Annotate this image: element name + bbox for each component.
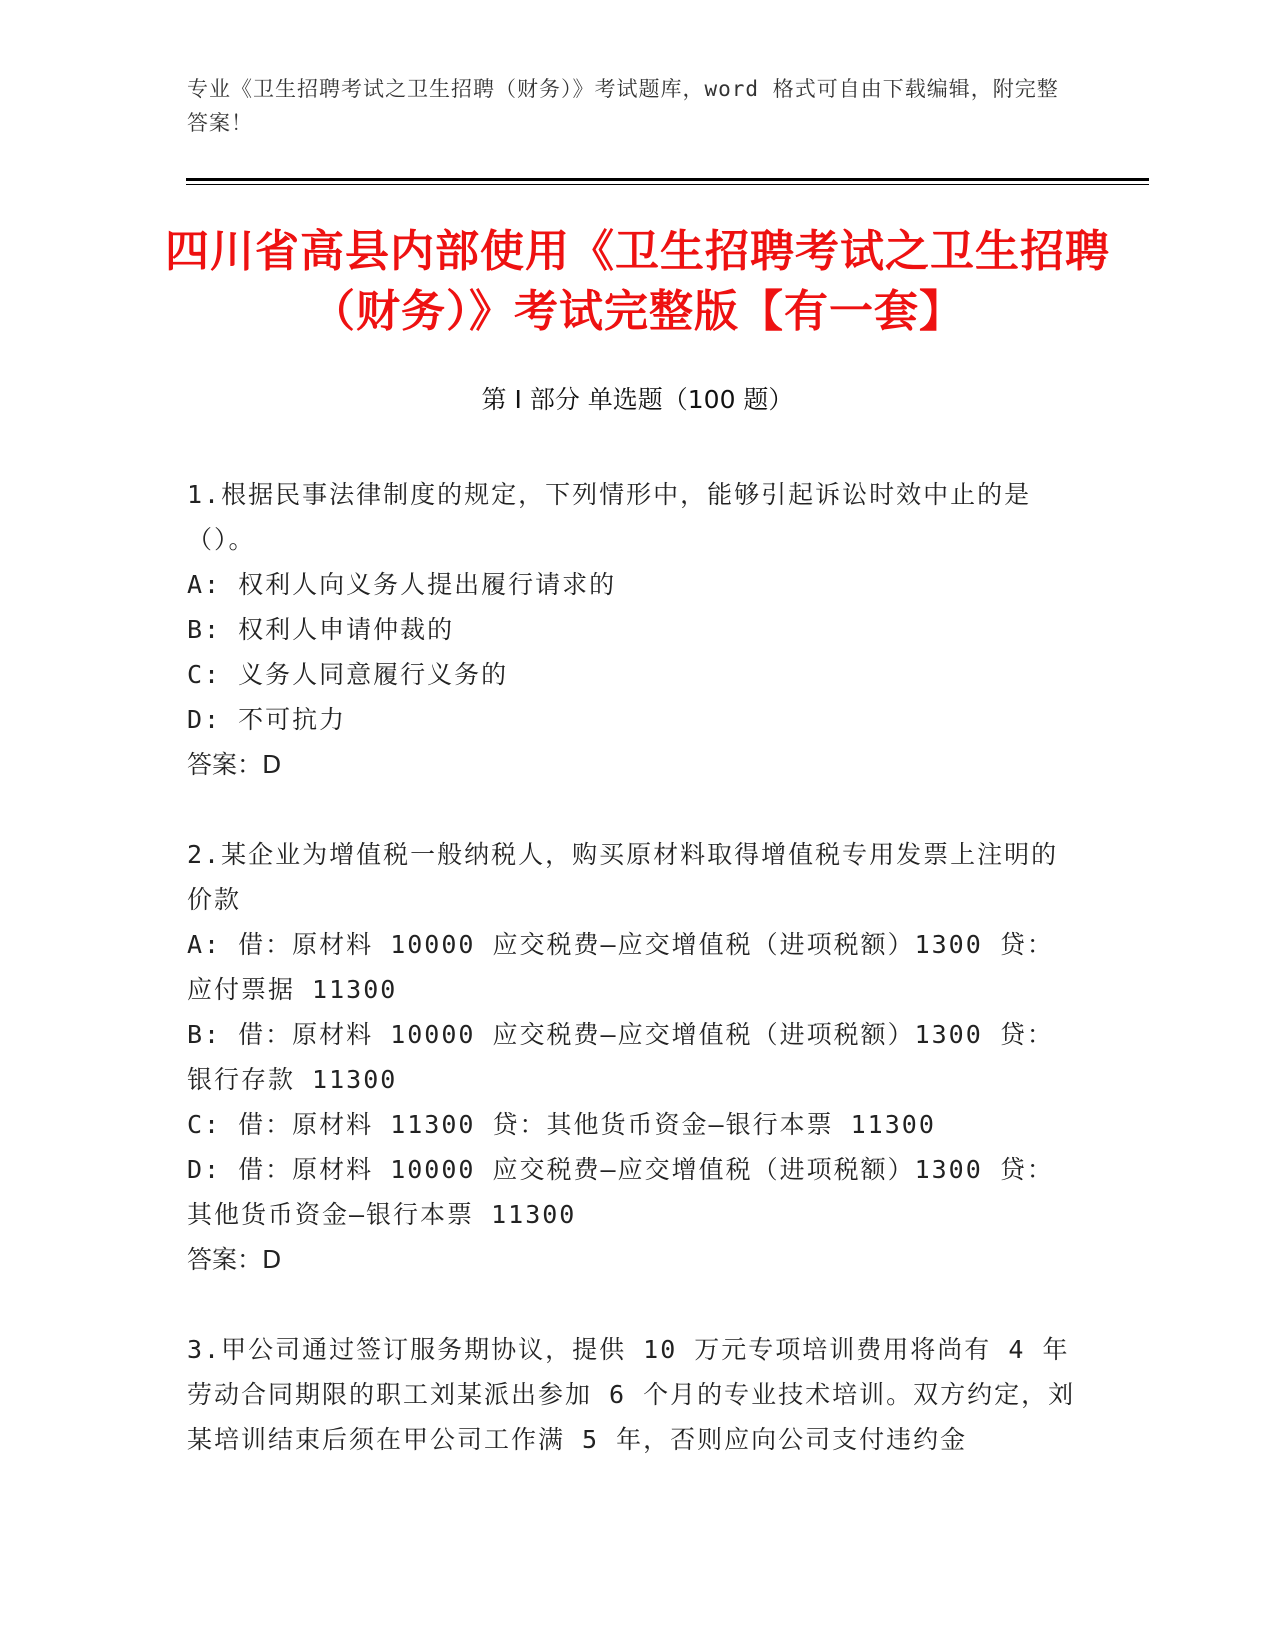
header-divider-thin: [186, 184, 1149, 185]
header-note: 专业《卫生招聘考试之卫生招聘（财务）》考试题库，word 格式可自由下载编辑，附完整答案！: [187, 77, 1059, 135]
header-divider-thick: [186, 178, 1149, 181]
option-b: B: 权利人申请仲裁的: [187, 615, 455, 644]
option-a: A: 借：原材料 10000 应交税费—应交增值税（进项税额）1300 贷：应付票据 11300: [187, 930, 1054, 1004]
answer-label: 答案：D: [187, 750, 282, 779]
option-c: C: 借：原材料 11300 贷：其他货币资金—银行本票 11300: [187, 1110, 936, 1139]
question-2: [187, 832, 1077, 1282]
option-a: A: 权利人向义务人提出履行请求的: [187, 570, 617, 599]
option-d: D: 不可抗力: [187, 705, 347, 734]
section-heading: 第 I 部分 单选题（100 题）: [481, 385, 794, 414]
question-stem: 1.根据民事法律制度的规定，下列情形中，能够引起诉讼时效中止的是（）。: [187, 480, 1032, 554]
question-list: [187, 472, 1077, 1507]
document-title: 四川省高县内部使用《卫生招聘考试之卫生招聘（财务）》考试完整版【有一套】: [165, 226, 1110, 337]
question-1: [187, 472, 1077, 787]
question-stem: 3.甲公司通过签订服务期协议，提供 10 万元专项培训费用将尚有 4 年劳动合同期限的职工刘某派出参加 6 个月的专业技术培训。双方约定，刘某培训结束后须在甲公司工作满 5 年，否则应向公司支付违约金: [187, 1335, 1076, 1454]
option-b: B: 借：原材料 10000 应交税费—应交增值税（进项税额）1300 贷：银行存款 11300: [187, 1020, 1054, 1094]
option-c: C: 义务人同意履行义务的: [187, 660, 509, 689]
question-stem: 2.某企业为增值税一般纳税人，购买原材料取得增值税专用发票上注明的价款: [187, 840, 1059, 914]
question-3: [187, 1327, 1077, 1462]
answer-label: 答案：D: [187, 1245, 282, 1274]
option-d: D: 借：原材料 10000 应交税费—应交增值税（进项税额）1300 贷：其他货币资金—银行本票 11300: [187, 1155, 1054, 1229]
